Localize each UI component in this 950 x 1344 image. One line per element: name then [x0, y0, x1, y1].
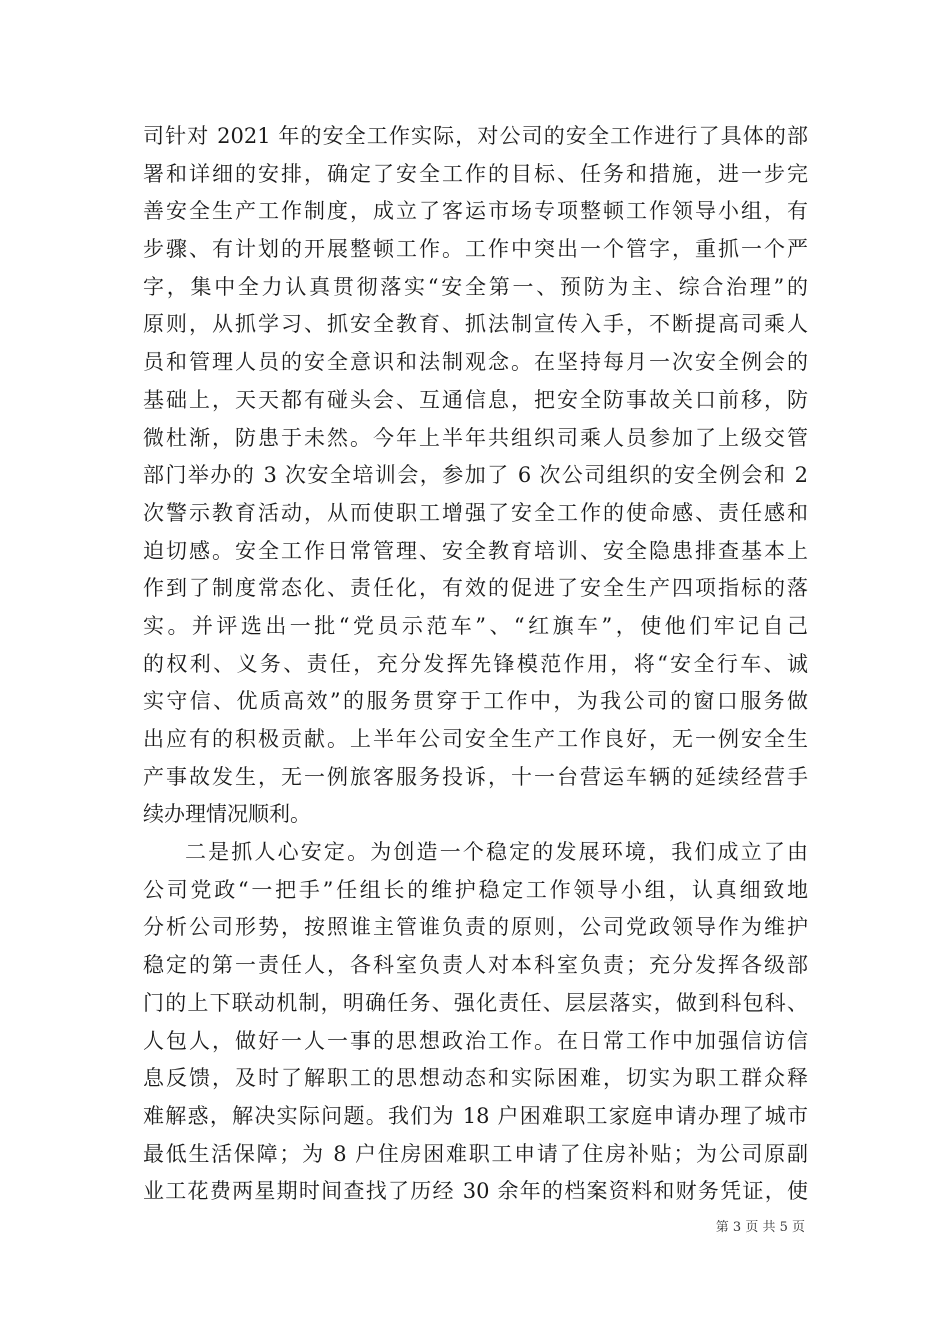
text-line: 分析公司形势，按照谁主管谁负责的原则，公司党政领导作为维护	[143, 915, 808, 940]
text-line: 原则，从抓学习、抓安全教育、抓法制宣传入手，不断提高司乘人	[143, 312, 808, 337]
text-line: 实。并评选出一批“党员示范车”、“红旗车”，使他们牢记自己	[143, 613, 808, 638]
text-line: 基础上，天天都有碰头会、互通信息，把安全防事故关口前移，防	[143, 387, 808, 412]
text-line: 稳定的第一责任人，各科室负责人对本科室负责；充分发挥各级部	[143, 953, 808, 978]
text-line: 产事故发生，无一例旅客服务投诉，十一台营运车辆的延续经营手	[143, 764, 808, 789]
body-text	[143, 118, 808, 1211]
text-line: 出应有的积极贡献。上半年公司安全生产工作良好，无一例安全生	[143, 727, 808, 751]
text-line: 步骤、有计划的开展整顿工作。工作中突出一个管字，重抓一个严	[143, 237, 808, 262]
text-line: 实守信、优质高效”的服务贯穿于工作中，为我公司的窗口服务做	[143, 689, 808, 714]
text-line: 作到了制度常态化、责任化，有效的促进了安全生产四项指标的落	[143, 576, 808, 601]
text-line: 迫切感。安全工作日常管理、安全教育培训、安全隐患排查基本上	[143, 538, 808, 563]
text-line: 微杜渐，防患于未然。今年上半年共组织司乘人员参加了上级交管	[143, 425, 808, 450]
text-line: 最低生活保障；为 8 户住房困难职工申请了住房补贴；为公司原副	[143, 1141, 808, 1166]
text-line: 善安全生产工作制度，成立了客运市场专项整顿工作领导小组，有	[143, 199, 808, 224]
text-line: 次警示教育活动，从而使职工增强了安全工作的使命感、责任感和	[143, 500, 808, 525]
text-line: 业工花费两星期时间查找了历经 30 余年的档案资料和财务凭证，使	[143, 1179, 808, 1204]
text-line: 难解惑，解决实际问题。我们为 18 户困难职工家庭申请办理了城市	[143, 1103, 808, 1128]
text-line: 部门举办的 3 次安全培训会，参加了 6 次公司组织的安全例会和 2	[143, 463, 808, 488]
text-line: 息反馈，及时了解职工的思想动态和实际困难，切实为职工群众释	[143, 1066, 808, 1091]
text-line: 续办理情况顺利。	[143, 802, 311, 827]
text-line: 公司党政“一把手”任组长的维护稳定工作领导小组，认真细致地	[143, 877, 808, 902]
text-line: 署和详细的安排，确定了安全工作的目标、任务和措施，进一步完	[143, 161, 808, 186]
text-line: 门的上下联动机制，明确任务、强化责任、层层落实，做到科包科、	[143, 990, 808, 1015]
text-line: 字，集中全力认真贯彻落实“安全第一、预防为主、综合治理”的	[143, 274, 808, 299]
page-number-footer: 第 3 页 共 5 页	[715, 1220, 805, 1235]
text-line: 司针对 2021 年的安全工作实际，对公司的安全工作进行了具体的部	[143, 124, 808, 148]
paragraph-start-line: 二是抓人心安定。为创造一个稳定的发展环境，我们成立了由	[185, 840, 808, 865]
text-line: 员和管理人员的安全意识和法制观念。在坚持每月一次安全例会的	[143, 350, 808, 375]
text-line: 人包人，做好一人一事的思想政治工作。在日常工作中加强信访信	[143, 1028, 808, 1053]
text-line: 的权利、义务、责任，充分发挥先锋模范作用，将“安全行车、诚	[143, 651, 808, 676]
